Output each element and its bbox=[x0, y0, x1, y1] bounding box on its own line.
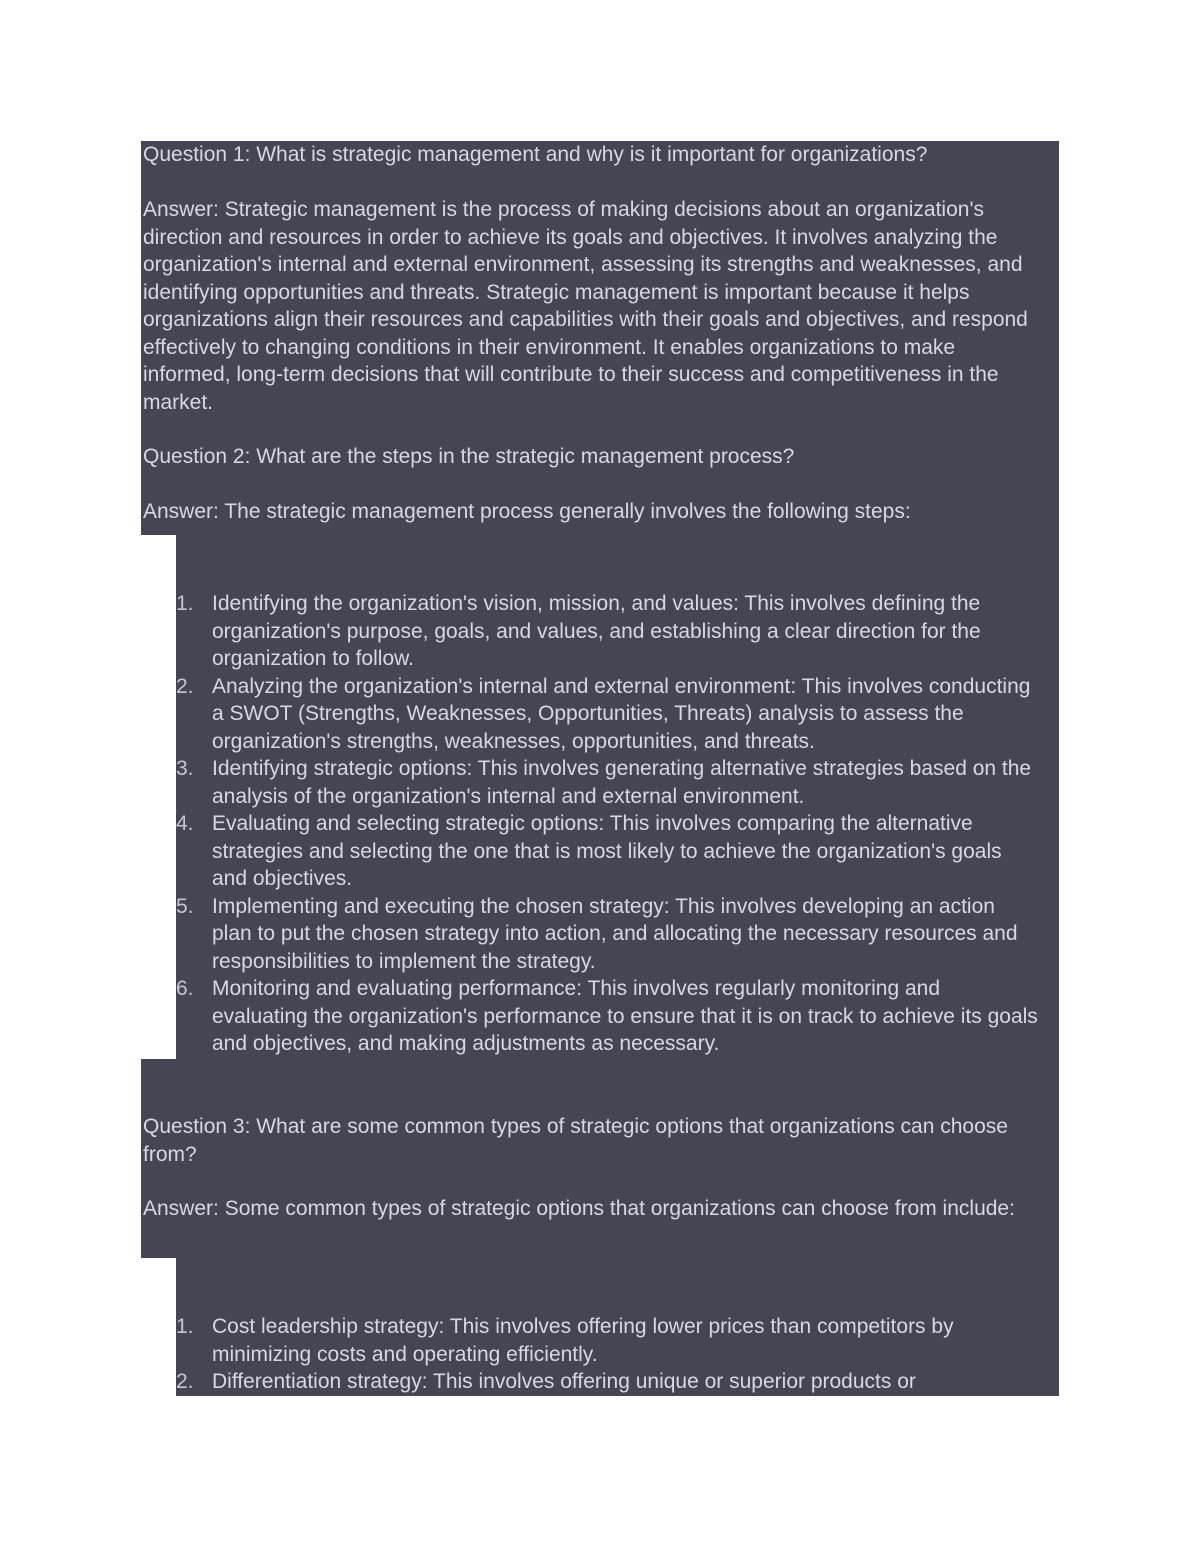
list-item bbox=[176, 1313, 1059, 1368]
list-item-text: Analyzing the organization's internal and external environment: This involves conducting a SWOT (Strengths, Weaknesses, Opportunities, Threats) analysis to assess the organization's strengths, weaknesses, opportunities, and threats. bbox=[212, 674, 1031, 753]
list-number: 2. bbox=[176, 1370, 194, 1393]
q1-question: Question 1: What is strategic management and why is it important for organizations? bbox=[143, 143, 928, 166]
list-number: 1. bbox=[176, 1315, 194, 1338]
options-list-block bbox=[176, 1258, 1059, 1396]
list-item-text: Implementing and executing the chosen strategy: This involves developing an action plan to put the chosen strategy into action, and allocating the necessary resources and responsibilities to implement the strategy. bbox=[212, 894, 1018, 973]
list-item-text: Identifying strategic options: This involves generating alternative strategies based on the analysis of the organization's internal and external environment. bbox=[212, 757, 1032, 808]
list-item bbox=[176, 673, 1059, 756]
list-item bbox=[176, 1368, 1059, 1396]
list-item bbox=[176, 755, 1059, 810]
list-number: 6. bbox=[176, 977, 194, 1000]
steps-list-block bbox=[176, 535, 1059, 1059]
q1-block bbox=[141, 141, 1059, 535]
q1-answer: Answer: Strategic management is the process of making decisions about an organization's direction and resources in order to achieve its goals and objectives. It involves analyzing the organization's internal and external environment, assessing its strengths and weaknesses, and identifying opportunities and threats. Strategic management is important because it helps organizations align their resources and capabilities with their goals and objectives, and respond effectively to changing conditions in their environment. It enables organizations to make informed, long-term decisions that will contribute to their success and competitiveness in the market. bbox=[143, 198, 1028, 414]
q2-answer-intro: Answer: The strategic management process generally involves the following steps: bbox=[143, 500, 911, 523]
list-number: 4. bbox=[176, 812, 194, 835]
list-item bbox=[176, 810, 1059, 893]
list-number: 5. bbox=[176, 894, 194, 918]
list-item-text: Differentiation strategy: This involves offering unique or superior products or bbox=[212, 1370, 916, 1393]
list-item bbox=[176, 975, 1059, 1058]
list-item-text: Identifying the organization's vision, mission, and values: This involves defining the organization's purpose, goals, and values, and establishing a clear direction for the organization to follow. bbox=[212, 592, 981, 670]
list-item-text: Evaluating and selecting strategic options: This involves comparing the alternative strategies and selecting the one that is most likely to achieve the organization's goals and objectives. bbox=[212, 812, 1002, 890]
q3-question: Question 3: What are some common types of strategic options that organizations can choose from? bbox=[143, 1115, 1008, 1166]
q3-answer-intro: Answer: Some common types of strategic options that organizations can choose from include: bbox=[143, 1197, 1015, 1220]
q2-question: Question 2: What are the steps in the strategic management process? bbox=[143, 445, 795, 468]
list-number: 1. bbox=[176, 592, 194, 615]
list-item bbox=[176, 590, 1059, 673]
list-item-text: Cost leadership strategy: This involves offering lower prices than competitors by minimizing costs and operating efficiently. bbox=[212, 1315, 954, 1366]
q3-block bbox=[141, 1059, 1059, 1258]
list-number: 3. bbox=[176, 757, 194, 780]
list-item bbox=[176, 893, 1059, 976]
list-item-text: Monitoring and evaluating performance: This involves regularly monitoring and evaluating the organization's performance to ensure that it is on track to achieve its goals and objectives, and making adjustments as necessary. bbox=[212, 977, 1038, 1055]
list-number: 2. bbox=[176, 674, 194, 698]
